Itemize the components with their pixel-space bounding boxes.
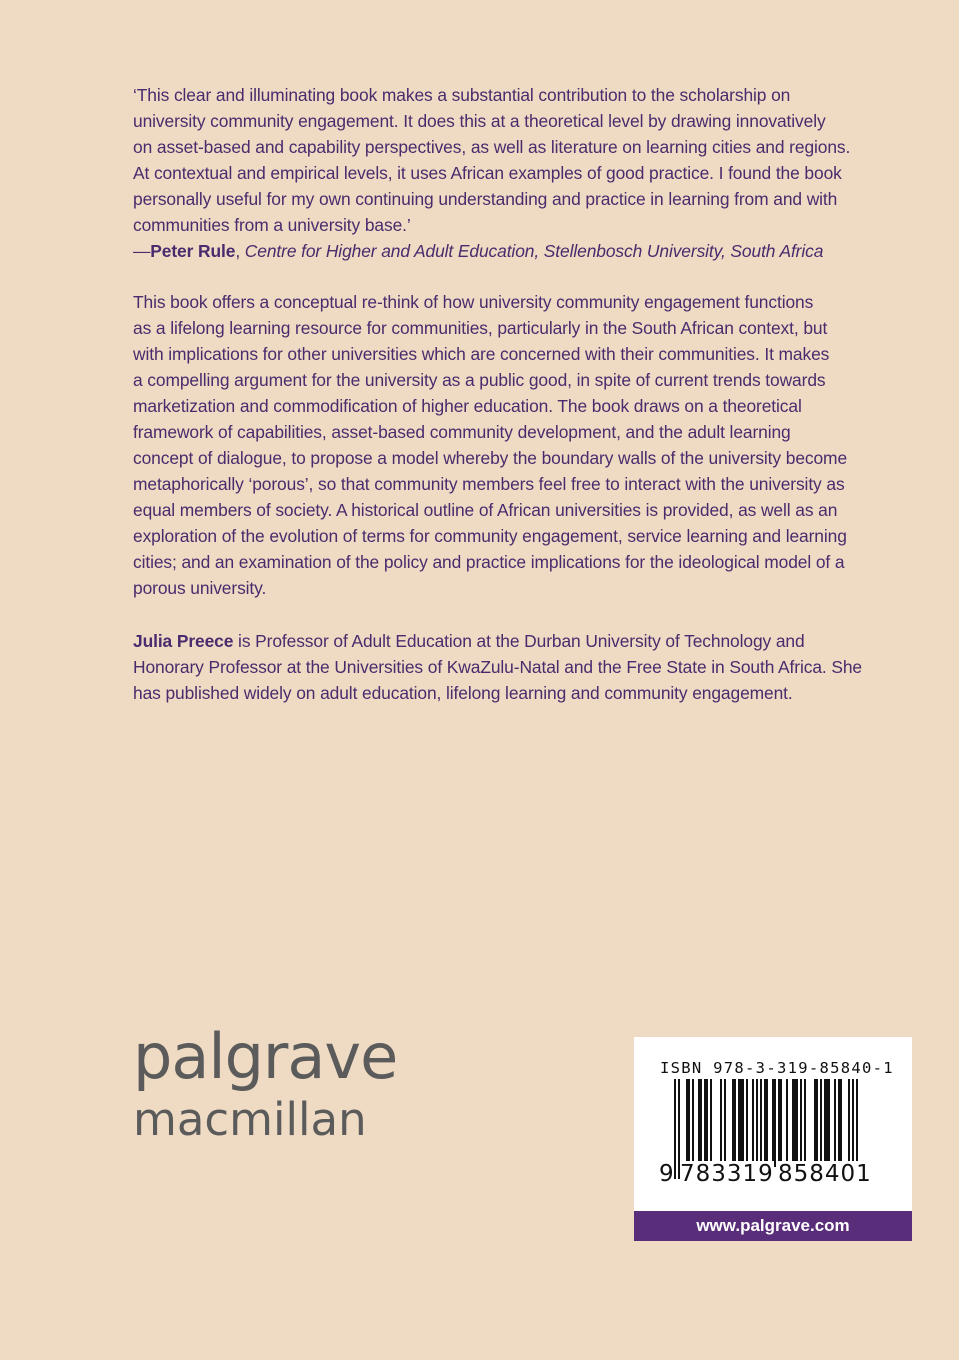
bio-first-line-text: is Professor of Adult Education at the Durban University of Technology and — [233, 631, 805, 651]
isbn-barcode — [634, 1037, 912, 1211]
description-line: equal members of society. A historical outline of African universities is provided, as well as an — [133, 500, 838, 520]
description-line: marketization and commodification of higher education. The book draws on a theoretical — [133, 396, 802, 416]
barcode-bar — [778, 1079, 782, 1167]
quote-line: At contextual and empirical levels, it uses African examples of good practice. I found the book — [133, 163, 842, 183]
barcode-bar — [692, 1079, 694, 1167]
quote-line: on asset-based and capability perspectives, as well as literature on learning cities and regions. — [133, 137, 851, 157]
description-line: This book offers a conceptual re-think of how university community engagement functions — [133, 292, 814, 312]
attribution-affiliation: Centre for Higher and Adult Education, Stellenbosch University, South Africa — [244, 241, 824, 261]
barcode-bar — [786, 1079, 788, 1167]
quote-line: university community engagement. It does this at a theoretical level by drawing innovatively — [133, 111, 826, 131]
quote-attribution — [133, 238, 923, 264]
quote-line: communities from a university base.’ — [133, 215, 411, 235]
bio-line: has published widely on adult education, lifelong learning and community engagement. — [133, 683, 793, 703]
barcode-bar — [814, 1079, 818, 1167]
barcode-bar — [732, 1079, 736, 1167]
description-line: cities; and an examination of the policy and practice implications for the ideological model of a — [133, 552, 845, 572]
barcode-bar — [820, 1079, 822, 1167]
quote-line: ‘This clear and illuminating book makes a substantial contribution to the scholarship on — [133, 85, 791, 105]
barcode-bar — [738, 1079, 744, 1167]
description-line: concept of dialogue, to propose a model whereby the boundary walls of the university become — [133, 448, 848, 468]
barcode-bar — [746, 1079, 748, 1167]
barcode-bar — [752, 1079, 754, 1167]
barcode-bar — [710, 1079, 712, 1167]
barcode-bar — [698, 1079, 702, 1167]
barcode-bar — [800, 1079, 802, 1167]
endorsement-quote — [133, 82, 923, 264]
logo-palgrave-text: palgrave — [133, 1020, 398, 1093]
barcode-bar — [848, 1079, 850, 1167]
description-line: a compelling argument for the university as a public good, in spite of current trends towards — [133, 370, 826, 390]
barcode-bar — [704, 1079, 708, 1167]
author-bio — [133, 628, 923, 706]
barcode-bar — [720, 1079, 722, 1167]
palgrave-macmillan-logo — [133, 1022, 433, 1147]
description-line: framework of capabilities, asset-based community development, and the adult learning — [133, 422, 791, 442]
description-line: with implications for other universities which are concerned with their communities. It makes — [133, 344, 830, 364]
publisher-website[interactable]: www.palgrave.com — [634, 1211, 912, 1241]
barcode-bar — [724, 1079, 726, 1167]
description-line: porous university. — [133, 578, 267, 598]
barcode-left-group: 783319 — [680, 1161, 774, 1187]
author-name: Julia Preece — [133, 631, 234, 651]
description-line: metaphorically ‘porous’, so that community members feel free to interact with the university as — [133, 474, 845, 494]
barcode-first-digit: 9 — [659, 1161, 674, 1187]
barcode-bar — [756, 1079, 758, 1167]
quote-line: personally useful for my own continuing understanding and practice in learning from and with — [133, 189, 838, 209]
barcode-bar — [772, 1079, 776, 1167]
barcode-bar — [834, 1079, 836, 1167]
attribution-dash: — — [133, 241, 151, 261]
attribution-separator: , — [235, 241, 245, 261]
barcode-right-group: 858401 — [778, 1161, 872, 1187]
bio-line: Honorary Professor at the Universities of KwaZulu-Natal and the Free State in South Africa. She — [133, 657, 862, 677]
isbn-label: ISBN 978-3-319-85840-1 — [660, 1059, 894, 1077]
attribution-name: Peter Rule — [150, 241, 236, 261]
bio-line — [133, 628, 923, 654]
barcode-bar — [686, 1079, 690, 1167]
barcode-bar — [804, 1079, 806, 1167]
barcode-digits — [634, 1161, 912, 1191]
description-line: exploration of the evolution of terms for community engagement, service learning and learning — [133, 526, 847, 546]
book-description — [133, 289, 923, 601]
logo-macmillan-text: macmillan — [133, 1093, 367, 1146]
barcode-bar — [792, 1079, 798, 1167]
description-line: as a lifelong learning resource for communities, particularly in the South African context, but — [133, 318, 828, 338]
barcode-bar — [824, 1079, 830, 1167]
barcode-bar — [838, 1079, 842, 1167]
